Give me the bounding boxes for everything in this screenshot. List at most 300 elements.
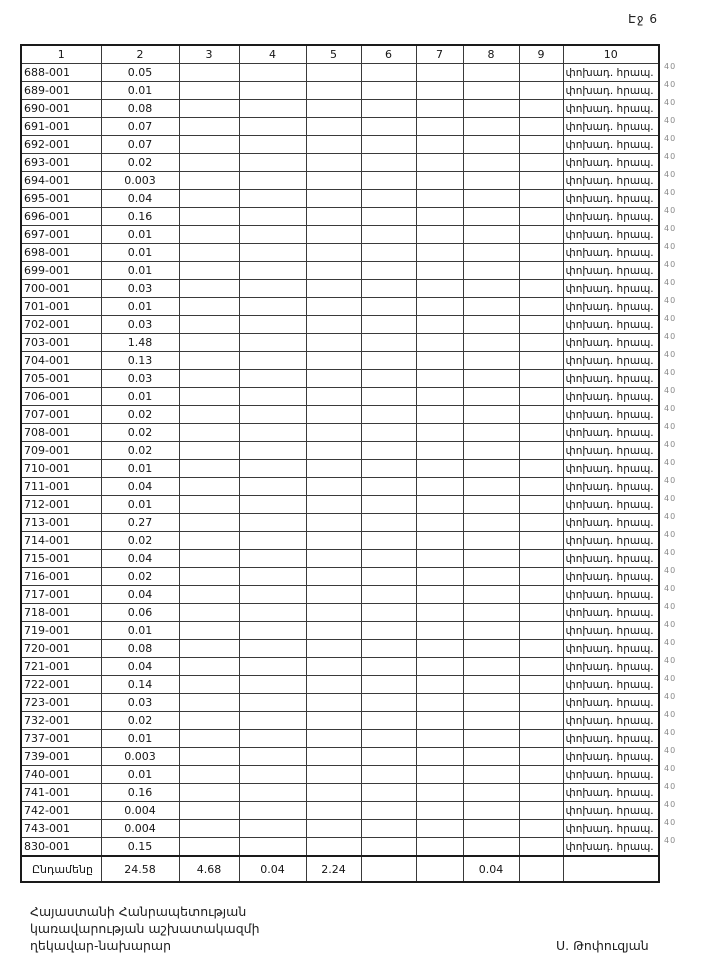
empty-cell: [239, 262, 306, 280]
value-cell: 0.02: [101, 424, 179, 442]
empty-cell: [463, 514, 519, 532]
table-row: [21, 730, 659, 748]
empty-cell: [239, 820, 306, 838]
empty-cell: [463, 352, 519, 370]
empty-cell: [179, 442, 239, 460]
empty-cell: [416, 748, 463, 766]
empty-cell: [463, 676, 519, 694]
empty-cell: [179, 316, 239, 334]
note-cell: փոխադ. հրապ.: [563, 676, 659, 694]
empty-cell: [306, 118, 361, 136]
empty-cell: [361, 640, 416, 658]
empty-cell: [239, 658, 306, 676]
table-row: [21, 406, 659, 424]
margin-mark: 40: [664, 80, 677, 89]
margin-mark: 40: [664, 116, 677, 125]
table-header-row: [21, 45, 659, 64]
table-row: [21, 640, 659, 658]
margin-mark: 40: [664, 584, 677, 593]
value-cell: 0.07: [101, 136, 179, 154]
empty-cell: [519, 802, 563, 820]
empty-cell: [416, 136, 463, 154]
empty-cell: [306, 604, 361, 622]
empty-cell: [239, 82, 306, 100]
empty-cell: [239, 496, 306, 514]
empty-cell: [306, 154, 361, 172]
empty-cell: [416, 334, 463, 352]
margin-mark: 40: [664, 260, 677, 269]
empty-cell: [361, 748, 416, 766]
empty-cell: [463, 226, 519, 244]
table-row: [21, 370, 659, 388]
empty-cell: [416, 118, 463, 136]
value-cell: 0.04: [101, 586, 179, 604]
empty-cell: [361, 496, 416, 514]
table-row: [21, 244, 659, 262]
empty-cell: [179, 190, 239, 208]
empty-cell: [179, 712, 239, 730]
empty-cell: [361, 820, 416, 838]
empty-cell: [463, 118, 519, 136]
margin-mark: 40: [664, 656, 677, 665]
empty-cell: [179, 622, 239, 640]
table-row: [21, 658, 659, 676]
table-row: [21, 622, 659, 640]
empty-cell: [179, 100, 239, 118]
empty-cell: [519, 226, 563, 244]
empty-cell: [361, 298, 416, 316]
empty-cell: [306, 712, 361, 730]
empty-cell: [306, 244, 361, 262]
empty-cell: [239, 136, 306, 154]
empty-cell: [239, 802, 306, 820]
empty-cell: [416, 370, 463, 388]
note-cell: փոխադ. հրապ.: [563, 568, 659, 586]
value-cell: 0.01: [101, 766, 179, 784]
table-row: [21, 802, 659, 820]
empty-cell: [239, 118, 306, 136]
empty-cell: [416, 514, 463, 532]
empty-cell: [239, 190, 306, 208]
column-header: 10: [563, 45, 659, 64]
empty-cell: [239, 622, 306, 640]
empty-cell: [416, 316, 463, 334]
margin-mark: 40: [664, 746, 677, 755]
empty-cell: [179, 64, 239, 82]
note-cell: փոխադ. հրապ.: [563, 586, 659, 604]
empty-cell: [519, 280, 563, 298]
empty-cell: [463, 604, 519, 622]
empty-cell: [519, 442, 563, 460]
empty-cell: [179, 154, 239, 172]
empty-cell: [361, 658, 416, 676]
empty-cell: [239, 316, 306, 334]
margin-mark: 40: [664, 422, 677, 431]
code-cell: 739-001: [21, 748, 101, 766]
empty-cell: [306, 694, 361, 712]
note-cell: փոխադ. հրապ.: [563, 766, 659, 784]
empty-cell: [463, 262, 519, 280]
empty-cell: [361, 676, 416, 694]
empty-cell: [306, 784, 361, 802]
value-cell: 0.02: [101, 568, 179, 586]
empty-cell: [179, 118, 239, 136]
value-cell: 1.48: [101, 334, 179, 352]
table-row: [21, 694, 659, 712]
table-row: [21, 172, 659, 190]
empty-cell: [416, 604, 463, 622]
note-cell: փոխադ. հրապ.: [563, 820, 659, 838]
margin-mark: 40: [664, 62, 677, 71]
empty-cell: [239, 586, 306, 604]
empty-cell: [416, 226, 463, 244]
empty-cell: [519, 298, 563, 316]
empty-cell: [239, 370, 306, 388]
code-cell: 695-001: [21, 190, 101, 208]
note-cell: փոխադ. հրապ.: [563, 190, 659, 208]
code-cell: 690-001: [21, 100, 101, 118]
table-row: [21, 316, 659, 334]
total-value-cell: 0.04: [463, 856, 519, 882]
empty-cell: [519, 352, 563, 370]
margin-mark: 40: [664, 800, 677, 809]
empty-cell: [519, 658, 563, 676]
empty-cell: [519, 208, 563, 226]
empty-cell: [306, 424, 361, 442]
table-row: [21, 586, 659, 604]
empty-cell: [463, 820, 519, 838]
empty-cell: [239, 766, 306, 784]
value-cell: 0.02: [101, 712, 179, 730]
empty-cell: [179, 406, 239, 424]
table-row: [21, 478, 659, 496]
empty-cell: [179, 478, 239, 496]
empty-cell: [361, 118, 416, 136]
empty-cell: [239, 172, 306, 190]
empty-cell: [179, 568, 239, 586]
empty-cell: [306, 514, 361, 532]
margin-mark: 40: [664, 782, 677, 791]
empty-cell: [239, 748, 306, 766]
code-cell: 693-001: [21, 154, 101, 172]
empty-cell: [463, 586, 519, 604]
empty-cell: [179, 280, 239, 298]
margin-mark: 40: [664, 530, 677, 539]
empty-cell: [463, 478, 519, 496]
code-cell: 707-001: [21, 406, 101, 424]
table-row: [21, 280, 659, 298]
code-cell: 717-001: [21, 586, 101, 604]
note-cell: փոխադ. հրապ.: [563, 514, 659, 532]
column-header: 6: [361, 45, 416, 64]
table-row: [21, 460, 659, 478]
code-cell: 699-001: [21, 262, 101, 280]
note-cell: փոխադ. հրապ.: [563, 82, 659, 100]
code-cell: 688-001: [21, 64, 101, 82]
empty-cell: [179, 226, 239, 244]
code-cell: 697-001: [21, 226, 101, 244]
empty-cell: [361, 568, 416, 586]
total-value-cell: 0.04: [239, 856, 306, 882]
table-row: [21, 226, 659, 244]
value-cell: 0.04: [101, 190, 179, 208]
empty-cell: [306, 190, 361, 208]
margin-mark: 40: [664, 566, 677, 575]
empty-cell: [416, 658, 463, 676]
empty-cell: [361, 280, 416, 298]
empty-cell: [416, 730, 463, 748]
margin-mark: 40: [664, 350, 677, 359]
empty-cell: [306, 82, 361, 100]
empty-cell: [306, 640, 361, 658]
empty-cell: [361, 460, 416, 478]
margin-mark: 40: [664, 620, 677, 629]
empty-cell: [179, 532, 239, 550]
empty-cell: [179, 460, 239, 478]
empty-cell: [416, 82, 463, 100]
value-cell: 0.15: [101, 838, 179, 857]
empty-cell: [306, 226, 361, 244]
margin-mark: 40: [664, 440, 677, 449]
empty-cell: [306, 568, 361, 586]
value-cell: 0.004: [101, 802, 179, 820]
empty-cell: [306, 820, 361, 838]
margin-mark: 40: [664, 512, 677, 521]
empty-cell: [463, 406, 519, 424]
empty-cell: [361, 442, 416, 460]
empty-cell: [463, 568, 519, 586]
empty-cell: [179, 352, 239, 370]
empty-cell: [463, 838, 519, 857]
empty-cell: [239, 568, 306, 586]
code-cell: 689-001: [21, 82, 101, 100]
table-row: [21, 604, 659, 622]
column-header: 7: [416, 45, 463, 64]
value-cell: 0.003: [101, 172, 179, 190]
column-header: 9: [519, 45, 563, 64]
empty-cell: [361, 622, 416, 640]
note-cell: փոխադ. հրապ.: [563, 64, 659, 82]
empty-cell: [306, 730, 361, 748]
value-cell: 0.02: [101, 532, 179, 550]
empty-cell: [463, 424, 519, 442]
empty-cell: [361, 172, 416, 190]
empty-cell: [519, 64, 563, 82]
empty-cell: [239, 514, 306, 532]
margin-mark: 40: [664, 728, 677, 737]
empty-cell: [416, 676, 463, 694]
margin-mark: 40: [664, 818, 677, 827]
value-cell: 0.07: [101, 118, 179, 136]
code-cell: 714-001: [21, 532, 101, 550]
empty-cell: [519, 640, 563, 658]
code-cell: 716-001: [21, 568, 101, 586]
table-row: [21, 388, 659, 406]
value-cell: 0.08: [101, 640, 179, 658]
empty-cell: [519, 838, 563, 857]
column-header: 3: [179, 45, 239, 64]
empty-cell: [306, 586, 361, 604]
empty-cell: [416, 262, 463, 280]
empty-cell: [416, 244, 463, 262]
note-cell: փոխադ. հրապ.: [563, 226, 659, 244]
table-row: [21, 154, 659, 172]
empty-cell: [306, 676, 361, 694]
empty-cell: [519, 766, 563, 784]
empty-cell: [179, 370, 239, 388]
empty-cell: [306, 496, 361, 514]
empty-cell: [463, 334, 519, 352]
column-header: 4: [239, 45, 306, 64]
empty-cell: [306, 136, 361, 154]
empty-cell: [179, 262, 239, 280]
empty-cell: [239, 550, 306, 568]
empty-cell: [416, 190, 463, 208]
empty-cell: [416, 694, 463, 712]
code-cell: 718-001: [21, 604, 101, 622]
table-row: [21, 334, 659, 352]
empty-cell: [519, 406, 563, 424]
empty-cell: [463, 172, 519, 190]
empty-cell: [306, 352, 361, 370]
value-cell: 0.16: [101, 208, 179, 226]
empty-cell: [519, 370, 563, 388]
empty-cell: [306, 406, 361, 424]
empty-cell: [239, 838, 306, 857]
code-cell: 708-001: [21, 424, 101, 442]
empty-cell: [463, 64, 519, 82]
empty-cell: [306, 766, 361, 784]
empty-cell: [416, 388, 463, 406]
empty-cell: [239, 532, 306, 550]
empty-cell: [416, 352, 463, 370]
empty-cell: [179, 208, 239, 226]
empty-cell: [306, 442, 361, 460]
value-cell: 0.27: [101, 514, 179, 532]
empty-cell: [463, 694, 519, 712]
empty-cell: [463, 298, 519, 316]
value-cell: 0.03: [101, 280, 179, 298]
empty-cell: [306, 748, 361, 766]
empty-cell: [179, 748, 239, 766]
empty-cell: [463, 802, 519, 820]
table-row: [21, 208, 659, 226]
empty-cell: [416, 532, 463, 550]
value-cell: 0.01: [101, 226, 179, 244]
empty-cell: [306, 838, 361, 857]
code-cell: 704-001: [21, 352, 101, 370]
value-cell: 0.04: [101, 478, 179, 496]
table-row: [21, 820, 659, 838]
empty-cell: [519, 532, 563, 550]
table-row: [21, 496, 659, 514]
value-cell: 0.05: [101, 64, 179, 82]
empty-cell: [416, 496, 463, 514]
note-cell: փոխադ. հրապ.: [563, 784, 659, 802]
empty-cell: [306, 802, 361, 820]
empty-cell: [519, 550, 563, 568]
total-value-cell: [519, 856, 563, 882]
empty-cell: [179, 550, 239, 568]
empty-cell: [179, 298, 239, 316]
code-cell: 721-001: [21, 658, 101, 676]
empty-cell: [519, 190, 563, 208]
note-cell: փոխադ. հրապ.: [563, 406, 659, 424]
note-cell: փոխադ. հրապ.: [563, 370, 659, 388]
empty-cell: [306, 208, 361, 226]
note-cell: փոխադ. հրապ.: [563, 352, 659, 370]
empty-cell: [416, 406, 463, 424]
empty-cell: [416, 442, 463, 460]
column-header: 5: [306, 45, 361, 64]
code-cell: 830-001: [21, 838, 101, 857]
code-cell: 732-001: [21, 712, 101, 730]
empty-cell: [239, 478, 306, 496]
note-cell: փոխադ. հրապ.: [563, 280, 659, 298]
empty-cell: [179, 604, 239, 622]
empty-cell: [519, 316, 563, 334]
code-cell: 700-001: [21, 280, 101, 298]
empty-cell: [463, 550, 519, 568]
value-cell: 0.13: [101, 352, 179, 370]
empty-cell: [361, 190, 416, 208]
empty-cell: [239, 712, 306, 730]
code-cell: 691-001: [21, 118, 101, 136]
empty-cell: [239, 604, 306, 622]
table-row: [21, 676, 659, 694]
margin-mark: 40: [664, 170, 677, 179]
empty-cell: [306, 622, 361, 640]
margin-mark: 40: [664, 476, 677, 485]
total-value-cell: [563, 856, 659, 882]
empty-cell: [361, 64, 416, 82]
empty-cell: [519, 388, 563, 406]
margin-mark: 40: [664, 314, 677, 323]
empty-cell: [361, 712, 416, 730]
empty-cell: [416, 712, 463, 730]
empty-cell: [361, 352, 416, 370]
value-cell: 0.01: [101, 730, 179, 748]
empty-cell: [179, 766, 239, 784]
empty-cell: [519, 712, 563, 730]
empty-cell: [463, 280, 519, 298]
note-cell: փոխադ. հրապ.: [563, 262, 659, 280]
value-cell: 0.01: [101, 460, 179, 478]
empty-cell: [463, 784, 519, 802]
empty-cell: [519, 514, 563, 532]
note-cell: փոխադ. հրապ.: [563, 712, 659, 730]
value-cell: 0.01: [101, 622, 179, 640]
empty-cell: [179, 658, 239, 676]
empty-cell: [463, 190, 519, 208]
code-cell: 720-001: [21, 640, 101, 658]
footer-line: կառավարության աշխատակազմի: [30, 921, 260, 936]
empty-cell: [361, 802, 416, 820]
empty-cell: [361, 550, 416, 568]
empty-cell: [519, 154, 563, 172]
empty-cell: [239, 694, 306, 712]
empty-cell: [179, 586, 239, 604]
total-value-cell: [361, 856, 416, 882]
empty-cell: [361, 262, 416, 280]
note-cell: փոխադ. հրապ.: [563, 802, 659, 820]
value-cell: 0.01: [101, 262, 179, 280]
empty-cell: [306, 298, 361, 316]
empty-cell: [306, 334, 361, 352]
empty-cell: [519, 784, 563, 802]
page-number: Էջ 6: [628, 12, 658, 26]
empty-cell: [306, 370, 361, 388]
